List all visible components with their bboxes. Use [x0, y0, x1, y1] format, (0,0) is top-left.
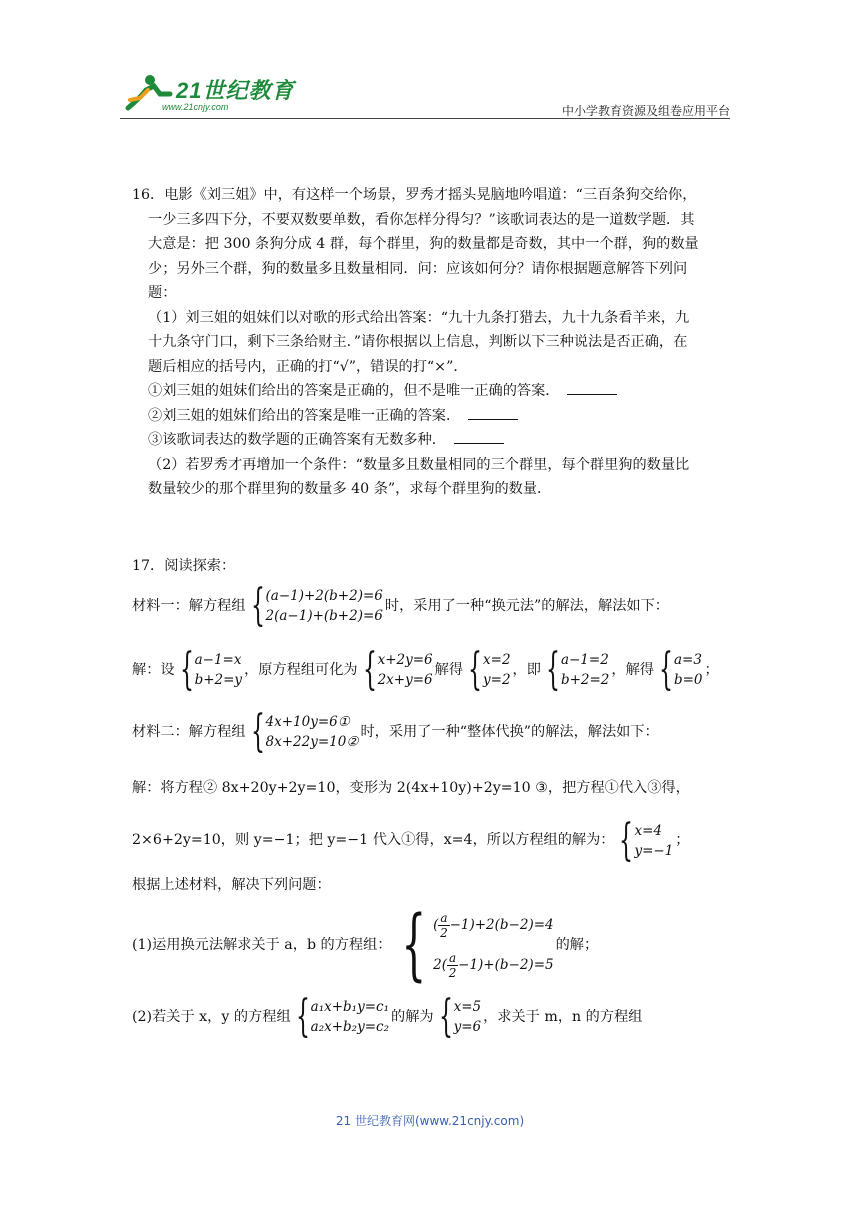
page-footer[interactable]: 21 世纪教育网(www.21cnjy.com): [335, 1114, 525, 1128]
material-2-suffix: 时，采用了一种“整体代换”的解法，解法如下：: [360, 723, 659, 740]
equation-system: [656, 644, 703, 695]
equation: a=3: [673, 652, 702, 668]
document-body: [132, 183, 732, 1042]
problem-1: [132, 900, 732, 990]
problem-text: 的解；: [555, 936, 599, 953]
eq-part: 2(: [433, 957, 447, 973]
question-17: [132, 554, 732, 1040]
equation-system: [360, 644, 433, 695]
q16-part1-line: （1）刘三姐的姐妹们以对歌的形式给出答案：“九十九条打猎去，九十九条看羊来，九: [148, 309, 690, 326]
problem-2: [132, 991, 732, 1042]
q16-line: 一少三多四下分，不要双数要单数，看你怎样分得匀？”该歌词表达的是一道数学题．其: [148, 211, 695, 228]
equation-system: [616, 814, 674, 866]
brace-icon: {: [401, 900, 427, 990]
logo-text: 21世纪教育: [176, 78, 295, 103]
brace-icon: {: [438, 991, 453, 1042]
material-2: [132, 706, 732, 757]
equation: 8x+22y=10②: [265, 734, 359, 750]
solution-text: ，解得: [611, 661, 654, 678]
problem-text: (1)运用换元法解求关于 a，b 的方程组：: [132, 936, 392, 953]
equation: b+2=y: [194, 672, 243, 688]
q16-line: 16．电影《刘三姐》中，有这样一个场景，罗秀才摇头晃脑地吟唱道：“三百条狗交给你，: [132, 187, 697, 203]
brace-icon: {: [619, 814, 634, 866]
equation-system: [436, 991, 482, 1042]
solution-text: ；: [675, 832, 690, 849]
numerator: a: [440, 911, 448, 925]
q16-part2-line: 数量较少的那个群里狗的数量多 40 条”，求每个群里狗的数量．: [148, 481, 552, 497]
equation: y=6: [453, 1019, 482, 1035]
equation-system: [177, 644, 243, 695]
instruction: 根据上述材料，解决下列问题：: [132, 876, 331, 893]
header-tagline: 中小学教育资源及组卷应用平台: [561, 104, 730, 118]
eq-part: −1)+2(b−2)=4: [449, 917, 554, 933]
q16-option-3: [132, 428, 732, 453]
equation: b=0: [673, 672, 703, 688]
answer-blank-2[interactable]: [468, 405, 518, 420]
answer-blank-1[interactable]: [567, 380, 617, 395]
problem-text: ，求关于 m，n 的方程组: [483, 1008, 643, 1025]
eq-part: −1)+(b−2)=5: [458, 957, 554, 973]
q16-part1-line: 题后相应的括号内，正确的打“√”，错误的打“×”．: [148, 358, 468, 375]
solution-text: 2×6+2y=10，则 y=−1；把 y=−1 代入①得，x=4，所以方程组的解为：: [132, 832, 615, 849]
solution-text: ，原方程组可化为: [244, 661, 358, 678]
equation: (a−1)+2(b+2)=6: [265, 588, 383, 604]
brace-icon: {: [179, 644, 194, 695]
denominator: 2: [448, 966, 457, 980]
solution-text: ；: [704, 661, 719, 678]
option-3-text: ③该歌词表达的数学题的正确答案有无数多种．: [148, 432, 446, 448]
brace-icon: {: [295, 991, 310, 1042]
equation: x=5: [453, 999, 482, 1015]
fraction: [447, 951, 458, 980]
equation-system: [248, 706, 359, 757]
solution-text: 解得: [434, 661, 464, 678]
equation: [433, 945, 553, 985]
logo-url: www.21cnjy.com: [162, 102, 229, 112]
problem-text: (2)若关于 x，y 的方程组: [132, 1008, 291, 1025]
page-header: [120, 62, 730, 120]
brace-icon: {: [545, 644, 560, 695]
equation: y=−1: [634, 842, 674, 859]
eq-part: (: [433, 917, 439, 933]
q16-line: 少；另外三个群，狗的数量多且数量相同．问：应该如何分？请你根据题意解答下列问: [148, 260, 688, 277]
brace-icon: {: [362, 644, 377, 695]
equation: b+2=2: [560, 672, 610, 688]
brace-icon: {: [250, 706, 265, 757]
equation-system: [393, 900, 554, 990]
denominator: 2: [440, 926, 448, 940]
equation: a₂x+b₂y=c₂: [310, 1019, 389, 1035]
equation: x=4: [634, 822, 662, 839]
fraction: [438, 911, 449, 940]
equation: 2(a−1)+(b+2)=6: [265, 608, 383, 624]
equation: x=2: [483, 652, 511, 668]
solution-text: 解：设: [132, 661, 175, 678]
question-16: [132, 183, 732, 502]
material-1: [132, 580, 732, 631]
material-1-suffix: 时，采用了一种“换元法”的解法，解法如下：: [384, 597, 669, 614]
site-logo: [120, 72, 300, 112]
equation: [433, 905, 553, 945]
numerator: a: [448, 951, 457, 965]
q16-line: 大意是：把 300 条狗分成 4 群，每个群里，狗的数量都是奇数，其中一个群，狗的数量: [148, 236, 699, 252]
equation: a₁x+b₁y=c₁: [310, 999, 389, 1015]
problem-text: 的解为: [391, 1008, 434, 1025]
equation: a−1=2: [560, 652, 609, 668]
brace-icon: {: [250, 580, 265, 631]
material-1-prefix: 材料一：解方程组: [132, 597, 246, 614]
answer-blank-3[interactable]: [454, 429, 504, 444]
q16-part2-line: （2）若罗秀才再增加一个条件：“数量多且数量相同的三个群里，每个群里狗的数量比: [148, 456, 690, 473]
brace-icon: {: [658, 644, 673, 695]
option-1-text: ①刘三姐的姐妹们给出的答案是正确的，但不是唯一正确的答案．: [148, 383, 560, 399]
equation-system: [465, 644, 511, 695]
solution-text: ，即: [512, 661, 541, 678]
q16-part1-line: 十九条守门口，剩下三条给财主．”请你根据以上信息，判断以下三种说法是否正确，在: [148, 334, 688, 350]
option-2-text: ②刘三姐的姐妹们给出的答案是唯一正确的答案．: [148, 407, 461, 424]
equation-system: [293, 991, 389, 1042]
equation: 4x+10y=6①: [265, 714, 350, 730]
equation: x+2y=6: [377, 652, 433, 668]
equation-system: [543, 644, 610, 695]
solution-1: [132, 644, 732, 695]
material-2-prefix: 材料二：解方程组: [132, 723, 246, 740]
q16-line: 题：: [148, 285, 177, 301]
equation: a−1=x: [194, 652, 242, 668]
equation: y=2: [483, 672, 511, 688]
solution-2-line: 解：将方程② 8x+20y+2y=10，变形为 2(4x+10y)+2y=10 ③，把方程①代入③得，: [132, 780, 690, 796]
q17-title: 17．阅读探索：: [132, 557, 236, 574]
header-divider: [120, 118, 730, 119]
q16-option-2: [132, 404, 732, 429]
brace-icon: {: [468, 644, 483, 695]
solution-2-result: [132, 814, 732, 866]
equation-system: [248, 580, 383, 631]
q16-option-1: [132, 379, 732, 404]
equation: 2x+y=6: [377, 672, 433, 688]
